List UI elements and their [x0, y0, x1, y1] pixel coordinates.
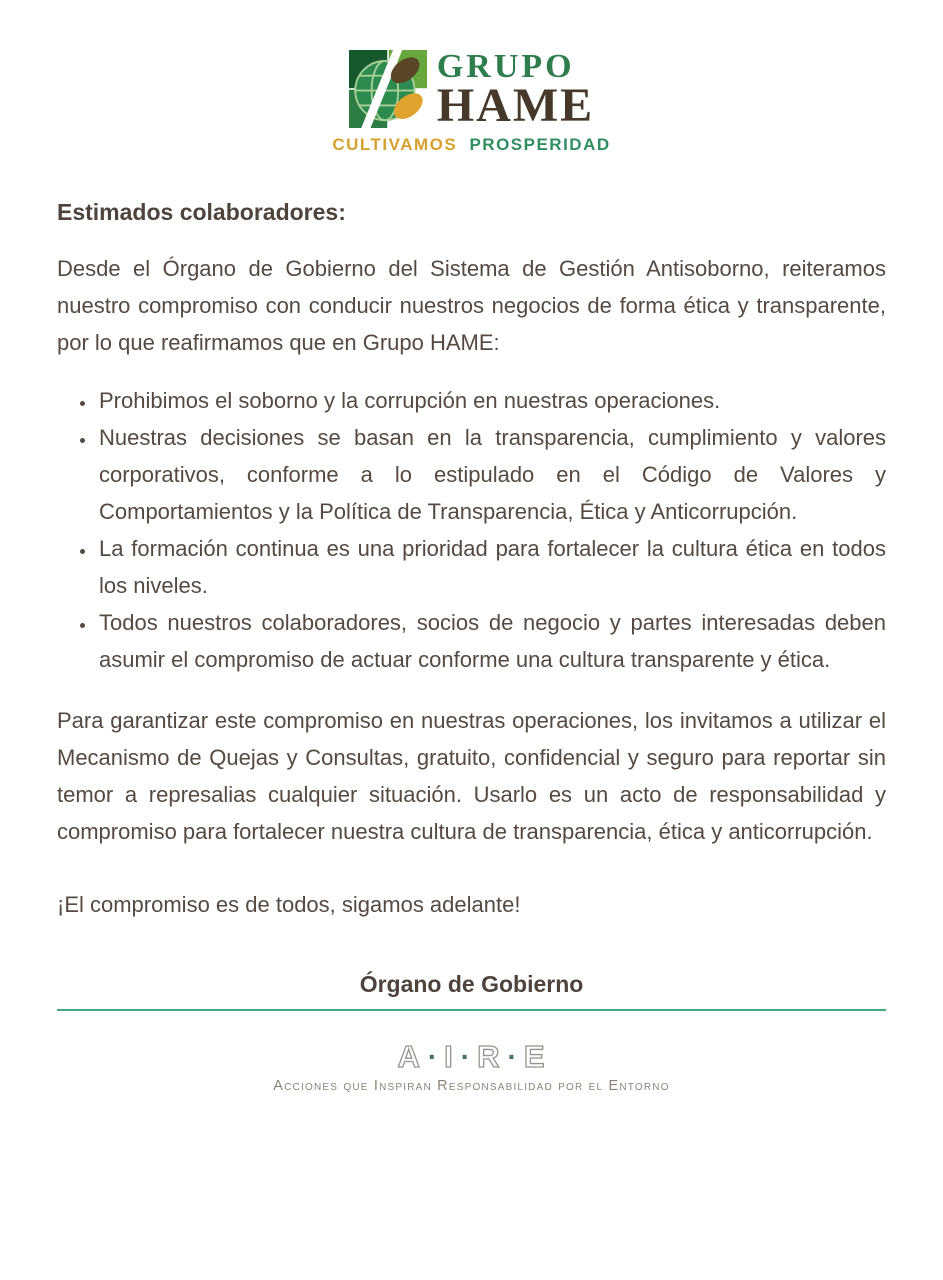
list-item: • Todos nuestros colaboradores, socios de negocio y partes interesadas deben asumir el compromiso de actuar conforme una cultura transparente y ética.: [97, 604, 886, 678]
aire-letter-r: R: [477, 1039, 501, 1074]
aire-footer: [57, 1039, 886, 1094]
logo-tagline: [332, 135, 610, 155]
aire-letter-i: I: [444, 1039, 454, 1074]
signature-divider: [57, 1009, 886, 1011]
tagline-cultivamos: CULTIVAMOS: [332, 135, 458, 154]
commitment-list: [57, 382, 886, 678]
globe-leaf-logo-icon: [349, 50, 427, 128]
signature-title: Órgano de Gobierno: [359, 971, 584, 997]
grupo-hame-logo: [57, 0, 886, 155]
dot-separator-icon: ·: [427, 1041, 438, 1072]
list-item: • Prohibimos el soborno y la corrupción en nuestras operaciones.: [97, 382, 886, 419]
aire-logo: [397, 1039, 545, 1075]
tagline-prosperidad: PROSPERIDAD: [469, 135, 611, 154]
closing-line: ¡El compromiso es de todos, sigamos adelante!: [57, 892, 521, 917]
aire-tagline: Acciones que Inspiran Responsabilidad por el Entorno: [273, 1078, 670, 1094]
letter-body: [57, 199, 886, 1011]
logo-hame-text: HAME: [436, 79, 595, 132]
aire-letter-e: E: [523, 1039, 546, 1074]
paragraph-mechanism: Para garantizar este compromiso en nuestras operaciones, los invitamos a utilizar el Mecanismo de Quejas y Consultas, gratuito, confidencial y seguro para reportar sin temor a represalias cualquier situación. Usarlo es un acto de responsabilidad y compromiso para fortalecer nuestra cultura de transparencia, ética y anticorrupción.: [57, 708, 886, 844]
logo-wordmark: [436, 48, 595, 132]
list-item: • La formación continua es una prioridad para fortalecer la cultura ética en todos los niveles.: [97, 530, 886, 604]
logo-row: [349, 48, 595, 132]
dot-separator-icon: ·: [507, 1041, 517, 1072]
paragraph-intro: Desde el Órgano de Gobierno del Sistema de Gestión Antisoborno, reiteramos nuestro compromiso con conducir nuestros negocios de forma ética y transparente, por lo que reafirmamos que en Grupo HAME:: [57, 256, 886, 355]
aire-letter-a: A: [397, 1039, 421, 1074]
list-item: • Nuestras decisiones se basan en la transparencia, cumplimiento y valores corporativos, conforme a lo estipulado en el Código de Valores y Comportamientos y la Política de Transparencia, Ética y Anticorrupción.: [97, 419, 886, 530]
dot-separator-icon: ·: [460, 1041, 471, 1072]
salutation: Estimados colaboradores:: [57, 199, 346, 225]
logo-grupo-text: GRUPO: [436, 48, 575, 85]
